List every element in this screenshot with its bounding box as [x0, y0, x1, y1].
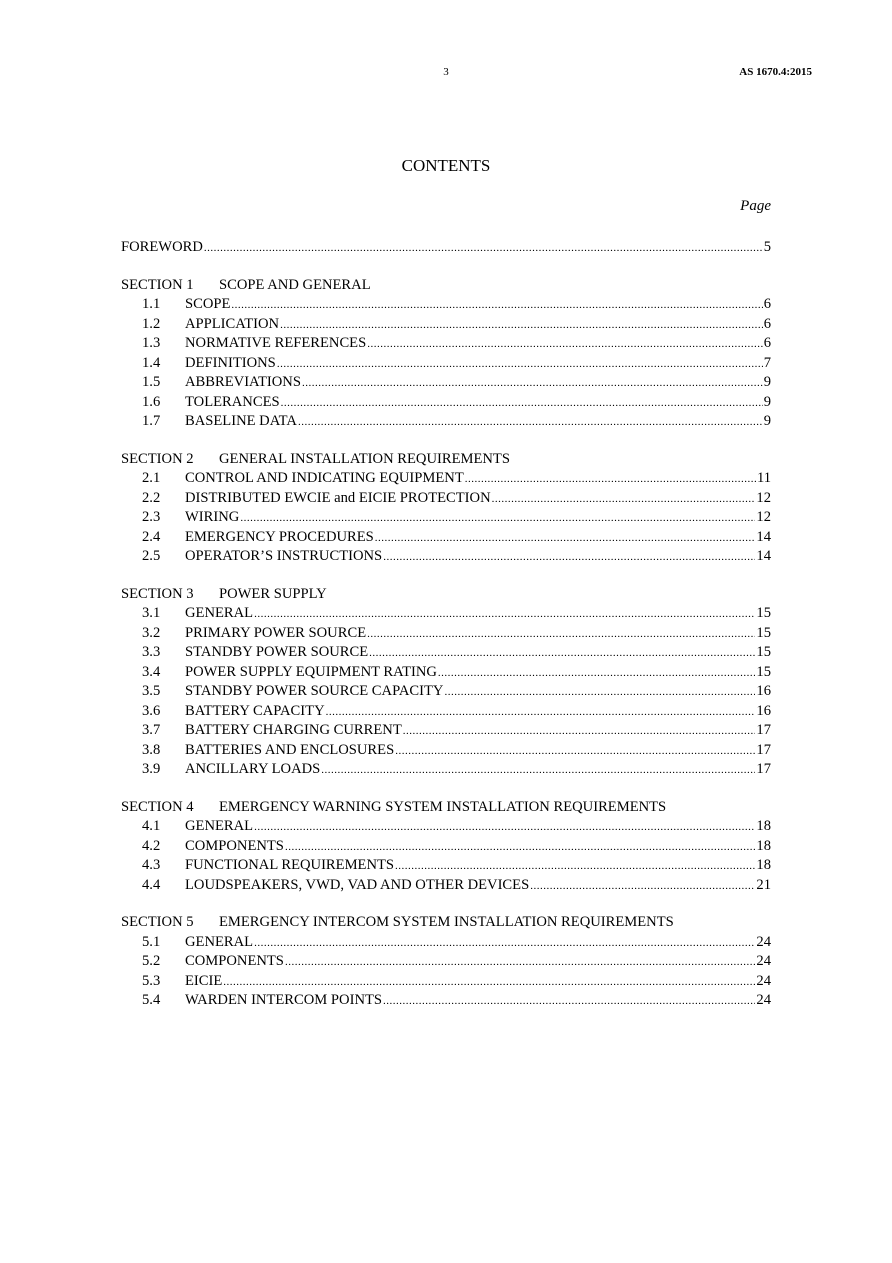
toc-entry-page: 5: [763, 239, 771, 255]
section-title: EMERGENCY WARNING SYSTEM INSTALLATION REQUIREMENTS: [219, 798, 667, 815]
toc-entry-page: 6: [763, 315, 771, 332]
dot-leader: [254, 818, 755, 838]
dot-leader: [444, 683, 755, 703]
toc-entry-title: NORMATIVE REFERENCES: [185, 335, 367, 351]
toc-entry-page: 6: [763, 296, 771, 312]
dot-leader: [285, 838, 755, 858]
toc-entry[interactable]: [121, 295, 771, 315]
dot-leader: [403, 722, 756, 742]
toc-entry[interactable]: [121, 412, 771, 432]
toc-entry-title: PRIMARY POWER SOURCE: [185, 624, 367, 641]
toc-entry-page: 18: [756, 857, 771, 873]
toc-entry-title: ANCILLARY LOADS: [185, 761, 321, 777]
section-heading[interactable]: [121, 585, 771, 605]
toc-entry-page: 16: [756, 702, 771, 719]
toc-entry-page: 9: [763, 393, 771, 410]
toc-entry-title: TOLERANCES: [185, 393, 280, 410]
section-title: GENERAL INSTALLATION REQUIREMENTS: [219, 450, 510, 467]
toc-entry-title: WARDEN INTERCOM POINTS: [185, 992, 383, 1008]
section-number: SECTION 5: [121, 914, 194, 930]
toc-entry[interactable]: [121, 469, 771, 489]
dot-leader: [395, 742, 755, 762]
dot-leader: [395, 857, 755, 877]
toc-entry-number: 5.3: [142, 972, 161, 989]
toc-entry-number: 5.4: [142, 992, 161, 1008]
toc-entry-title: EMERGENCY PROCEDURES: [185, 528, 374, 545]
toc-entry-page: 9: [763, 413, 771, 429]
toc-entry-page: 24: [756, 953, 771, 969]
section-heading[interactable]: [121, 913, 771, 933]
dot-leader: [254, 934, 755, 954]
toc-entry[interactable]: [121, 624, 771, 644]
section-number: SECTION 1: [121, 276, 194, 293]
toc-entry-page: 14: [756, 548, 771, 564]
toc-entry-number: 3.3: [142, 644, 161, 660]
toc-entry[interactable]: [121, 315, 771, 335]
toc-entry[interactable]: [121, 856, 771, 876]
toc-entry-number: 3.8: [142, 741, 161, 758]
section-title: POWER SUPPLY: [219, 585, 327, 602]
toc-entry[interactable]: [121, 373, 771, 393]
toc-entry-title: GENERAL: [185, 818, 254, 834]
toc-entry-title: CONTROL AND INDICATING EQUIPMENT: [185, 470, 464, 486]
toc-entry-title: EICIE: [185, 972, 223, 989]
section-number: SECTION 2: [121, 450, 194, 467]
toc-entry-page: 18: [756, 818, 771, 834]
toc-entry-title: WIRING: [185, 509, 240, 525]
toc-entry-number: 2.1: [142, 470, 161, 486]
toc-entry-title: STANDBY POWER SOURCE CAPACITY: [185, 683, 444, 699]
toc-entry-page: 17: [756, 741, 771, 758]
toc-entry-page: 11: [756, 470, 771, 486]
toc-entry-page: 24: [756, 992, 771, 1008]
toc-entry[interactable]: [121, 354, 771, 374]
dot-leader: [302, 374, 763, 394]
toc-entry-number: 3.6: [142, 702, 161, 719]
dot-leader: [383, 992, 755, 1012]
toc-entry-title: FOREWORD: [121, 239, 203, 255]
toc-entry[interactable]: [121, 604, 771, 624]
toc-entry-title: POWER SUPPLY EQUIPMENT RATING: [185, 663, 437, 680]
toc-entry-page: 15: [756, 644, 771, 660]
toc-entry-title: GENERAL: [185, 605, 254, 621]
section-title: SCOPE AND GENERAL: [219, 276, 371, 293]
toc-entry-page: 16: [756, 683, 771, 699]
toc-entry-number: 3.5: [142, 683, 161, 699]
toc-entry-foreword[interactable]: [121, 238, 771, 258]
toc-entry-title: ABBREVIATIONS: [185, 374, 301, 390]
toc-entry-number: 3.4: [142, 663, 161, 680]
toc-entry-page: 12: [756, 489, 771, 506]
section-heading[interactable]: [121, 798, 771, 818]
toc-entry[interactable]: [121, 702, 771, 722]
toc-entry-title: LOUDSPEAKERS, VWD, VAD AND OTHER DEVICES: [185, 876, 530, 893]
toc-entry[interactable]: [121, 952, 771, 972]
toc-entry-page: 15: [756, 605, 771, 621]
dot-leader: [369, 644, 755, 664]
dot-leader: [254, 605, 755, 625]
toc-entry-number: 2.2: [142, 489, 161, 506]
dot-leader: [280, 316, 763, 336]
toc-entry-title: BATTERY CAPACITY: [185, 702, 325, 719]
toc-entry-title: COMPONENTS: [185, 837, 284, 854]
toc-entry-number: 1.3: [142, 335, 161, 351]
dot-leader: [375, 529, 756, 549]
toc-entry-page: 17: [756, 761, 771, 777]
section-number: SECTION 3: [121, 585, 194, 602]
section-title: EMERGENCY INTERCOM SYSTEM INSTALLATION REQUIREMENTS: [219, 914, 674, 930]
toc-entry[interactable]: [121, 972, 771, 992]
toc-entry-title: APPLICATION: [185, 315, 280, 332]
toc-entry-number: 1.1: [142, 296, 161, 312]
toc-entry-page: 24: [756, 933, 771, 950]
dot-leader: [367, 335, 762, 355]
toc-entry[interactable]: [121, 489, 771, 509]
toc-entry-number: 4.2: [142, 837, 161, 854]
toc-entry[interactable]: [121, 721, 771, 741]
page-column-label: Page: [740, 198, 771, 214]
toc-entry-number: 4.4: [142, 876, 161, 893]
dot-leader: [281, 394, 763, 414]
toc-entry[interactable]: [121, 393, 771, 413]
toc-entry[interactable]: [121, 643, 771, 663]
dot-leader: [240, 509, 755, 529]
toc-entry-title: DISTRIBUTED EWCIE and EICIE PROTECTION: [185, 489, 491, 506]
toc-entry-page: 12: [756, 509, 771, 525]
toc-entry-page: 15: [756, 663, 771, 680]
contents-title: CONTENTS: [401, 156, 491, 175]
toc-entry-title: DEFINITIONS: [185, 354, 276, 371]
dot-leader: [326, 703, 756, 723]
section-number: SECTION 4: [121, 798, 194, 815]
toc-entry[interactable]: [121, 876, 771, 896]
toc-entry[interactable]: [121, 933, 771, 953]
toc-entry-number: 5.2: [142, 953, 161, 969]
toc-entry-page: 14: [756, 528, 771, 545]
toc-entry-number: 1.5: [142, 374, 161, 390]
toc-entry-number: 3.9: [142, 761, 161, 777]
toc-entry-number: 3.7: [142, 722, 161, 738]
toc-entry-number: 2.3: [142, 509, 161, 525]
dot-leader: [321, 761, 755, 781]
toc-entry[interactable]: [121, 741, 771, 761]
toc-entry[interactable]: [121, 837, 771, 857]
dot-leader: [277, 355, 763, 375]
toc-entry-title: COMPONENTS: [185, 953, 284, 969]
toc-entry-title: BATTERY CHARGING CURRENT: [185, 722, 402, 738]
dot-leader: [465, 470, 756, 490]
dot-leader: [285, 953, 755, 973]
section-heading[interactable]: [121, 450, 771, 470]
toc-entry-number: 1.4: [142, 354, 161, 371]
toc-entry-number: 2.4: [142, 528, 161, 545]
toc-entry[interactable]: [121, 547, 771, 567]
toc-entry-title: FUNCTIONAL REQUIREMENTS: [185, 857, 395, 873]
toc-entry-number: 5.1: [142, 933, 161, 950]
dot-leader: [298, 413, 763, 433]
toc-entry[interactable]: [121, 663, 771, 683]
toc-entry-page: 15: [756, 624, 771, 641]
toc-entry-title: SCOPE: [185, 296, 231, 312]
toc-entry-number: 1.2: [142, 315, 161, 332]
dot-leader: [204, 239, 763, 259]
dot-leader: [530, 877, 755, 897]
toc-entry[interactable]: [121, 682, 771, 702]
dot-leader: [231, 296, 762, 316]
dot-leader: [223, 973, 755, 993]
toc-entry-title: BASELINE DATA: [185, 413, 297, 429]
toc-entry[interactable]: [121, 528, 771, 548]
toc-entry-number: 1.6: [142, 393, 161, 410]
toc-entry-title: OPERATOR’S INSTRUCTIONS: [185, 548, 383, 564]
header-doc-id: AS 1670.4:2015: [739, 66, 812, 78]
toc-entry-number: 3.2: [142, 624, 161, 641]
toc-entry[interactable]: [121, 334, 771, 354]
toc-entry-number: 4.3: [142, 857, 161, 873]
toc-entry-page: 17: [756, 722, 771, 738]
toc-entry-page: 7: [763, 354, 771, 371]
toc-entry-page: 6: [763, 335, 771, 351]
toc-entry-number: 1.7: [142, 413, 161, 429]
toc-entry-title: BATTERIES AND ENCLOSURES: [185, 741, 395, 758]
toc-entry-page: 18: [756, 837, 771, 854]
dot-leader: [367, 625, 755, 645]
toc-entry[interactable]: [121, 817, 771, 837]
toc-entry-number: 4.1: [142, 818, 161, 834]
toc-entry[interactable]: [121, 760, 771, 780]
toc-entry[interactable]: [121, 991, 771, 1011]
toc-entry-page: 24: [756, 972, 771, 989]
section-heading[interactable]: [121, 276, 771, 296]
toc-entry-page: 9: [763, 374, 771, 390]
toc-entry-number: 3.1: [142, 605, 161, 621]
dot-leader: [492, 490, 756, 510]
dot-leader: [383, 548, 755, 568]
table-of-contents: [121, 238, 771, 1011]
header-page-number: 3: [443, 66, 449, 78]
toc-entry-page: 21: [756, 876, 771, 893]
toc-entry[interactable]: [121, 508, 771, 528]
toc-entry-title: STANDBY POWER SOURCE: [185, 644, 369, 660]
toc-entry-number: 2.5: [142, 548, 161, 564]
toc-entry-title: GENERAL: [185, 933, 254, 950]
dot-leader: [438, 664, 755, 684]
